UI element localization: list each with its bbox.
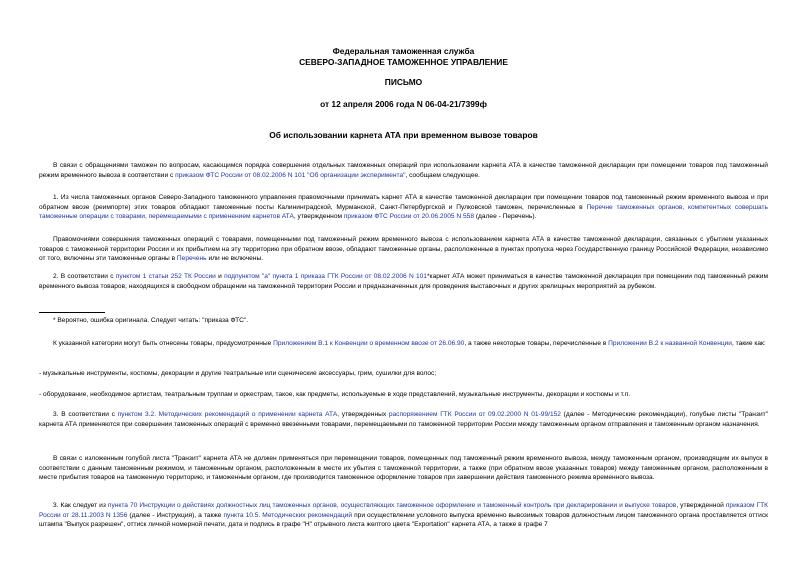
paragraph-intro: В связи с обращениями таможен по вопросам, касающимся порядка совершения отдельных таможенных операций при использовании карнета АТА в качестве таможенной декларации при помещении товаров под таможенный режим временного вывоза в соответствии с приказом ФТС России от 08.02.2006 N 101 "Об организации эксперимента", сообщаем следующее. bbox=[39, 162, 768, 179]
org-name-line1: Федеральная таможенная служба bbox=[332, 46, 475, 56]
paragraph-3b: В связи с изложенным голубой листа "Транзит" карнета АТА не должен применяться при перемещении товаров, помещенных под таможенный режим временного вывоза, между таможенным органом, производящим их выпуск в соответствии с данным таможенным режимом, и таможенным органом, расположенным в месте их убытия с таможенной территории, а также (при обратном ввозе указанных товаров) между таможенным органом, расположенным в месте прибытия товаров на таможенную территорию, и таможенным органом, где производится таможенное оформление товаров при завершении действия таможенного режима временного вывоза. bbox=[39, 455, 768, 482]
link-order-558[interactable]: приказом ФТС России от 20.06.2005 N 558 bbox=[343, 213, 475, 221]
org-name-line2: СЕВЕРО-ЗАПАДНОЕ ТАМОЖЕННОЕ УПРАВЛЕНИЕ bbox=[299, 57, 508, 67]
link-subparagraph-a[interactable]: подпунктом "а" пункта 1 приказа ГТК России от 08.02.2006 N 101 bbox=[224, 273, 427, 280]
footnote-divider bbox=[39, 312, 105, 313]
doc-date-number: от 12 апреля 2006 года N 06-04-21/7399ф bbox=[320, 99, 487, 109]
link-order-101[interactable]: приказом ФТС России от 08.02.2006 N 101 "Об организации эксперимента" bbox=[175, 171, 406, 179]
footnote: * Вероятно, ошибка оригинала. Следует читать: "приказа ФТС". bbox=[53, 317, 249, 324]
paragraph-2: 2. В соответствии с пунктом 1 статьи 252 ТК России и подпунктом "а" пункта 1 приказа ГТК России от 08.02.2006 N 101*карнет АТА может приниматься в качестве таможенной декларации при помещении под таможенный режим временного вывоза товаров, находящихся в свободном обращении на таможенной территории России и предназначенных для проведения выставочных и других зрелищных мероприятий за рубежом. bbox=[39, 273, 768, 290]
paragraph-1: 1. Из числа таможенных органов Северо-Западного таможенного управления правомочными принимать карнет АТА в качестве таможенной декларации при помещении товаров под таможенный режим временного вывоза и при обратном ввозе (реимпорте) этих товаров обладают таможенные посты Калининградской, Мурманской, Санкт-Петербургской и Пулковской таможен, перечисленные в Перечне таможенных органов, компетентных совершать таможенные операции с товарами, перемещаемыми с применением карнетов АТА, утвержденном приказом ФТС России от 20.06.2005 N 558 (далее - Перечень). bbox=[39, 194, 768, 221]
link-article-252[interactable]: пунктом 1 статьи 252 ТК России bbox=[115, 273, 216, 280]
list-item-instruments: - музыкальные инструменты, костюмы, декорации и другие театральные или сценические аксессуары, грим, сушилки для волос; bbox=[39, 370, 437, 377]
link-annex-b1[interactable]: Приложением В.1 к Конвенции о временном ввозе от 26.06.90 bbox=[273, 340, 465, 347]
link-annex-b2[interactable]: Приложении В.2 к названной Конвенции bbox=[608, 340, 732, 347]
link-order-1356[interactable]: приказом ГТК России от 28.11.2003 N 1356 bbox=[39, 502, 768, 519]
doc-subject: Об использовании карнета АТА при временном вывозе товаров bbox=[269, 130, 538, 140]
paragraph-1b: Правомочиями совершения таможенных операций с товарами, помещенными под таможенный режим временного вывоза с использованием карнета АТА в качестве таможенной декларации, связанных с убытием указанных товаров с таможенной территории России и их прибытием на эту территорию при обратном ввозе, обладают таможенные органы, расположенные в пунктах пропуска через Государственную границу Российской Федерации, независимо от того, включены эти таможенные органы в Перечень или не включены. bbox=[39, 236, 768, 263]
link-customs-list[interactable]: Перечне таможенных органов, компетентных совершать таможенные операции с товарами, перемещаемыми с применением карнетов АТА bbox=[39, 203, 768, 221]
link-order-152[interactable]: распоряжением ГТК России от 09.02.2000 N 01-99/152 bbox=[388, 411, 561, 418]
link-method-recommendations[interactable]: пунктом 3.2. Методических рекомендаций о применении карнета АТА bbox=[117, 411, 338, 418]
doc-type: ПИСЬМО bbox=[384, 77, 423, 87]
list-item-equipment: - оборудование, необходимое артистам, театральным труппам и оркестрам, такое, как предметы, используемые в ходе представлений, музыкальные инструменты, декорации и костюмы и т.п. bbox=[39, 391, 631, 398]
link-list[interactable]: Перечень bbox=[176, 255, 207, 263]
paragraph-4: 3. Как следует из пункта 70 Инструкции о действиях должностных лиц таможенных органов, осуществляющих таможенное оформление и таможенный контроль при декларировании и выпуске товаров, утвержденной приказом ГТК России от 28.11.2003 N 1356 (далее - Инструкция), а также пункта 10.5. Методических рекомендаций при осуществлении условного выпуска временно вывозимых товаров должностным лицом таможенного органа проставляется оттиск штампа "Выпуск разрешен", оттиск личной номерной печати, дата и подпись в графе "H" отрывного листа желтого цвета "Exportation" карнета АТА, а также в графе 7 bbox=[39, 502, 769, 529]
link-instruction-70[interactable]: пункта 70 Инструкции о действиях должностных лиц таможенных органов, осуществляющих таможенное оформление и таможенный контроль при декларировании и выпуске товаров bbox=[107, 502, 677, 509]
link-method-10-5[interactable]: пункта 10.5. Методических рекомендаций bbox=[223, 511, 353, 519]
paragraph-2b: К указанной категории могут быть отнесены товары, предусмотренные Приложением В.1 к Конвенции о временном ввозе от 26.06.90, а также некоторые товары, перечисленные в Приложении В.2 к названной Конвенции, такие как: bbox=[53, 340, 766, 347]
paragraph-3: 3. В соответствии с пунктом 3.2. Методических рекомендаций о применении карнета АТА, утвержденных распоряжением ГТК России от 09.02.2000 N 01-99/152 (далее - Методические рекомендации), голубые листы "Транзит" карнета АТА применяются при совершении таможенных операций с временно ввезенными товарами, перемещаемыми по таможенной территории России между таможенным органом отправления и таможенным органом назначения. bbox=[39, 411, 768, 428]
